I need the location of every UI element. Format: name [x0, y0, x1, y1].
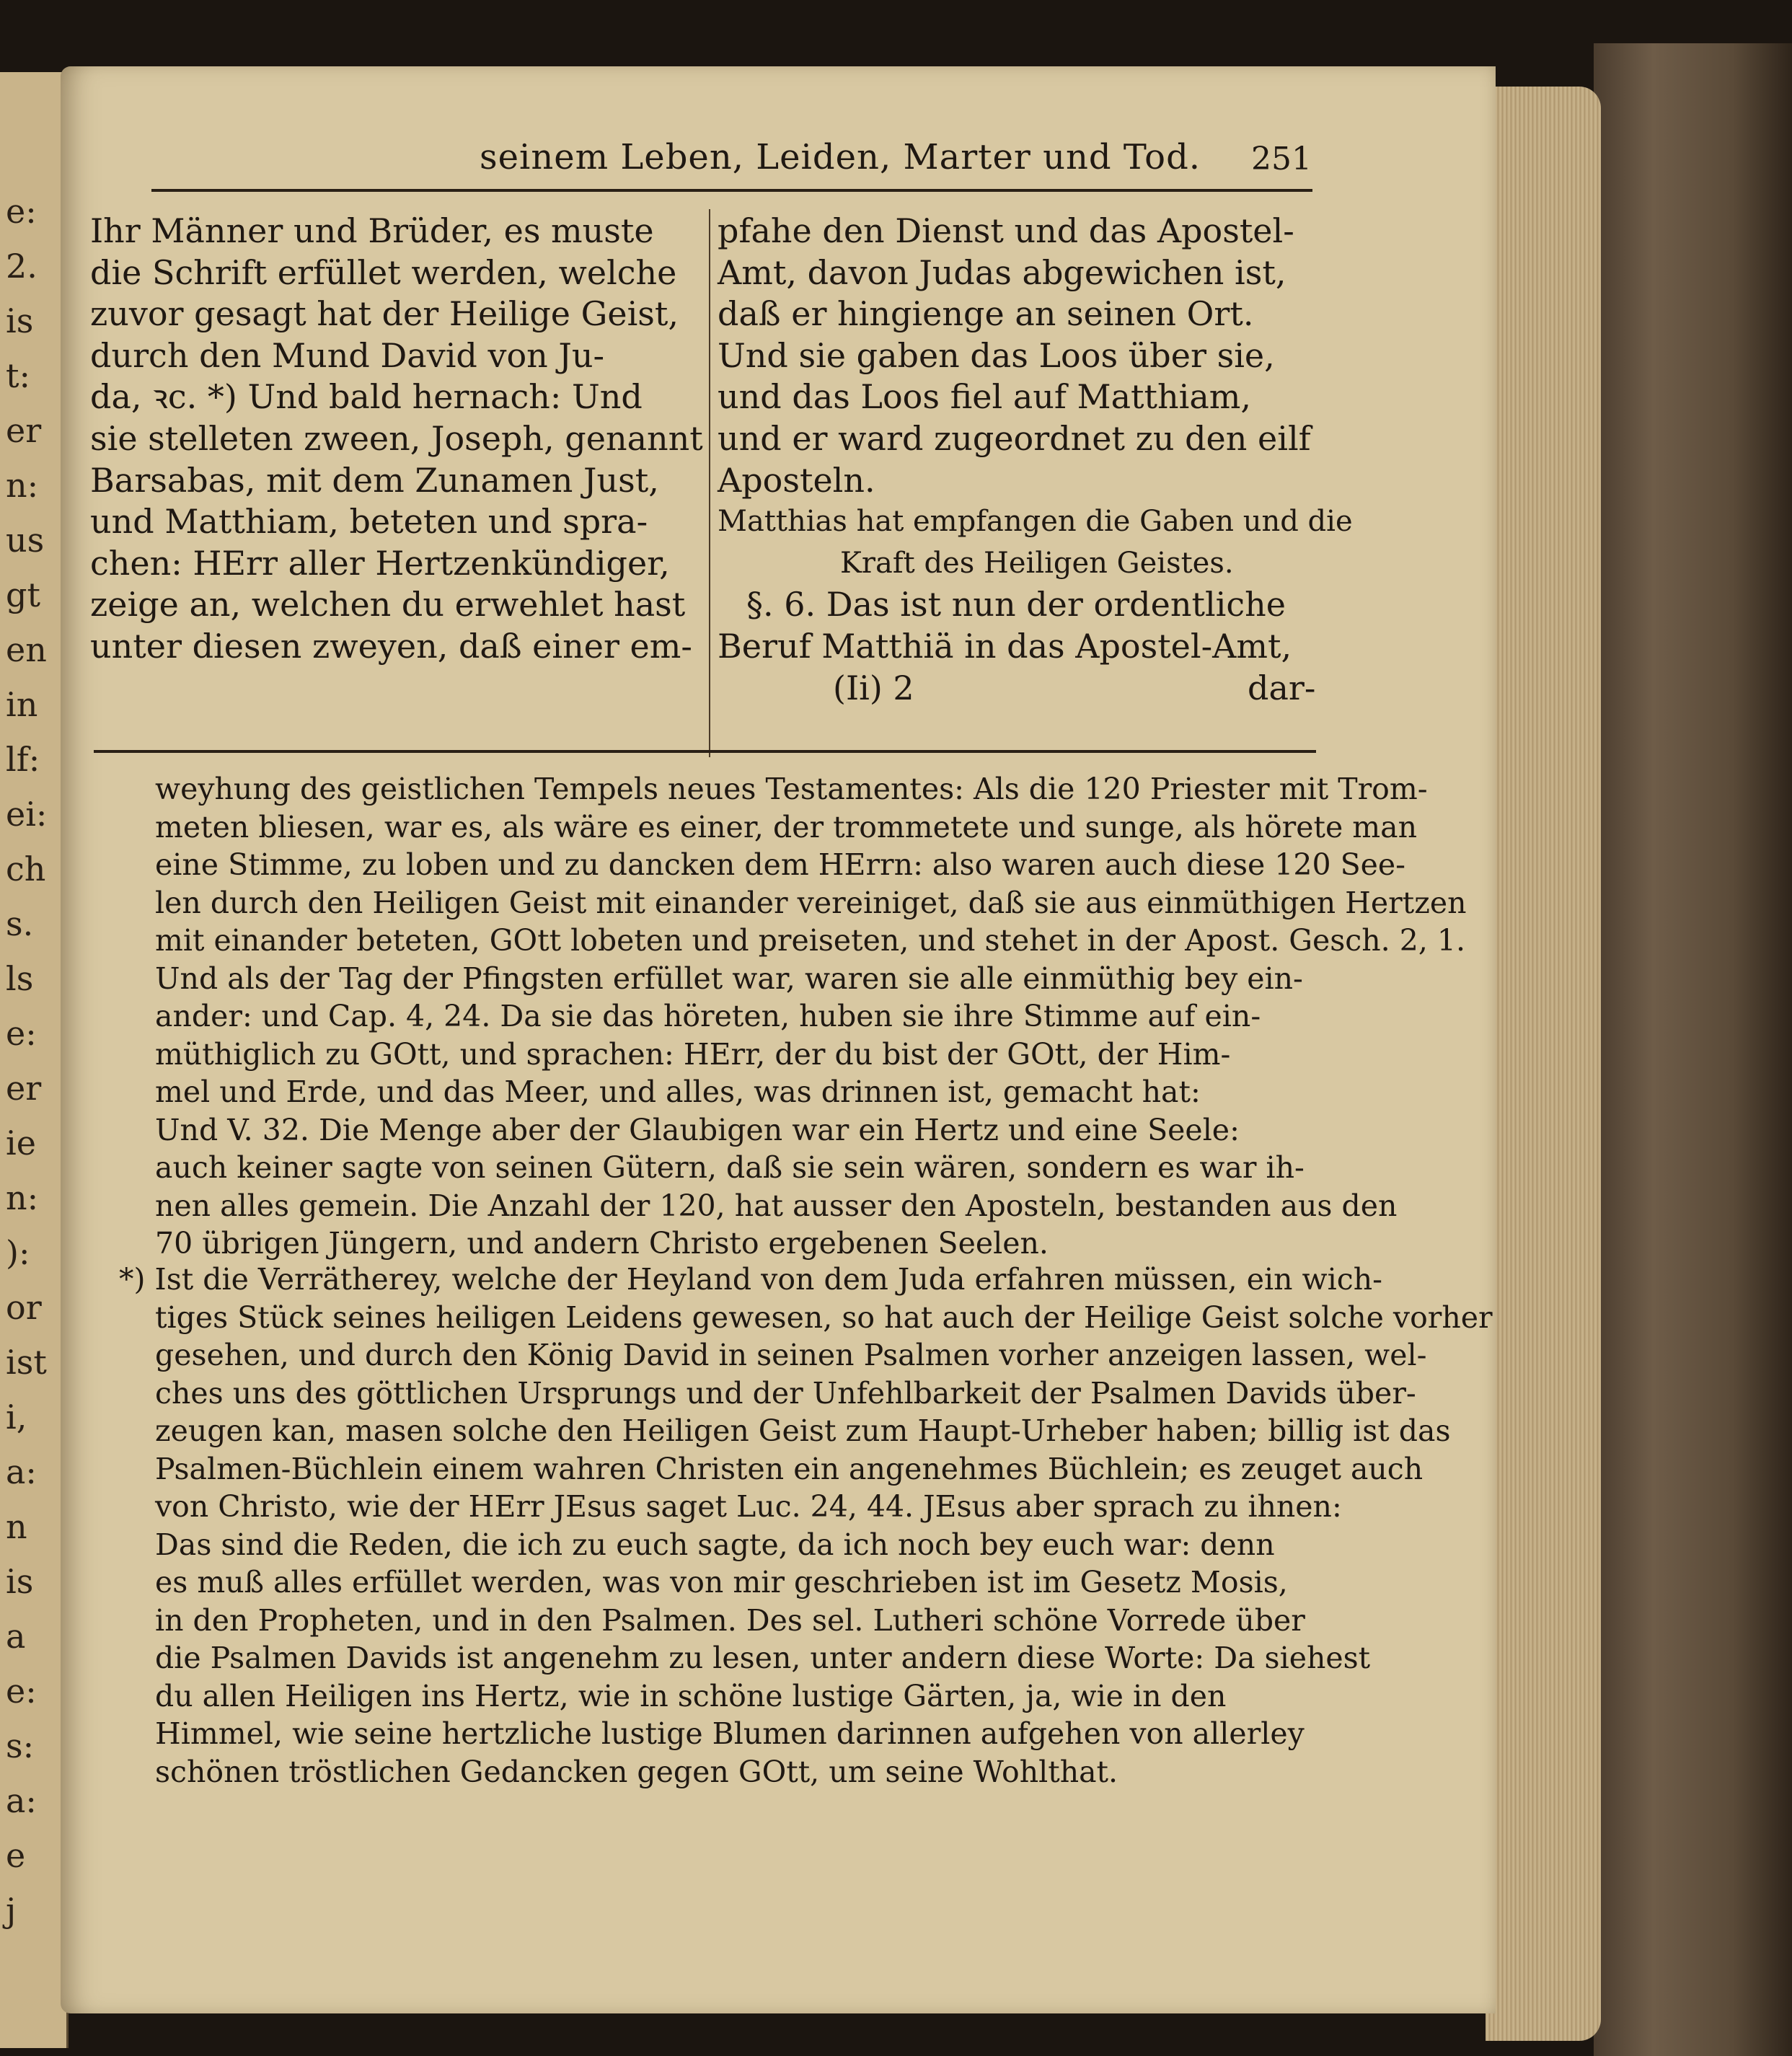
text-line: daß er hingienge an seinen Ort.: [718, 294, 1254, 334]
text-line: Ihr Männer und Brüder, es muste: [90, 211, 654, 250]
footnote-line: Und als der Tag der Pfingsten erfüllet war, waren sie alle einmüthig bey ein-: [155, 961, 1303, 996]
footnote-line: *) Ist die Verrätherey, welche der Heyland von dem Juda erfahren müssen, ein wich-: [119, 1262, 1382, 1297]
left-page-fragment: t:: [6, 356, 30, 395]
left-page-fragment: lf:: [6, 740, 40, 779]
footnote-line: gesehen, und durch den König David in seinen Psalmen vorher anzeigen lassen, wel-: [155, 1338, 1427, 1372]
left-page-fragment: ie: [6, 1124, 36, 1162]
footnote-line: schönen tröstlichen Gedancken gegen GOtt, um seine Wohlthat.: [155, 1754, 1118, 1789]
footnote-line: 70 übrigen Jüngern, und andern Christo ergebenen Seelen.: [155, 1226, 1049, 1261]
left-page-fragment: en: [6, 630, 47, 669]
left-page-fragment: in: [6, 685, 38, 724]
book-cover: [1594, 43, 1792, 2056]
text-line: sie stelleten zween, Joseph, genannt: [90, 418, 703, 458]
footnote-line: Psalmen-Büchlein einem wahren Christen ein angenehmes Büchlein; es zeuget auch: [155, 1451, 1424, 1486]
footnote-line: Das sind die Reden, die ich zu euch sagte, da ich noch bey euch war: denn: [155, 1527, 1275, 1562]
text-line: unter diesen zweyen, daß einer em-: [90, 626, 692, 666]
left-page-fragment: er: [6, 411, 42, 450]
text-line: zuvor gesagt hat der Heilige Geist,: [90, 294, 679, 334]
left-page-fragment: a:: [6, 1452, 37, 1491]
footnote-line: tiges Stück seines heiligen Leidens gewesen, so hat auch der Heilige Geist solche vorher: [155, 1300, 1493, 1335]
left-page-fragment: ei:: [6, 795, 48, 834]
footnote-line: ander: und Cap. 4, 24. Da sie das höreten, huben sie ihre Stimme auf ein-: [155, 999, 1261, 1033]
page-number: 251: [1251, 141, 1312, 177]
footnote-line: weyhung des geistlichen Tempels neues Testamentes: Als die 120 Priester mit Trom-: [155, 772, 1428, 806]
footnote-line: Und V. 32. Die Menge aber der Glaubigen war ein Hertz und eine Seele:: [155, 1112, 1240, 1147]
page-edges: [1486, 87, 1601, 2041]
text-line: pfahe den Dienst und das Apostel-: [718, 211, 1294, 250]
left-page-fragment: ist: [6, 1343, 47, 1382]
footnote-line: es muß alles erfüllet werden, was von mir geschrieben ist im Gesetz Mosis,: [155, 1565, 1288, 1600]
left-page-fragment: is: [6, 301, 34, 340]
footnote-line: nen alles gemein. Die Anzahl der 120, hat ausser den Aposteln, bestanden aus den: [155, 1188, 1398, 1223]
text-line: da, ꝛc. *) Und bald hernach: Und: [90, 377, 643, 417]
text-line: Barsabas, mit dem Zunamen Just,: [90, 460, 659, 500]
header-rule: [151, 189, 1312, 192]
caption-line: Kraft des Heiligen Geistes.: [840, 546, 1234, 580]
section-line: Beruf Matthiä in das Apostel-Amt,: [718, 626, 1292, 666]
left-page-fragment: gt: [6, 575, 40, 614]
left-page-fragment: er: [6, 1069, 42, 1108]
footnote-line: in den Propheten, und in den Psalmen. Des sel. Lutheri schöne Vorrede über: [155, 1602, 1305, 1638]
left-page-fragment: us: [6, 521, 45, 560]
footnote-line: die Psalmen Davids ist angenehm zu lesen, unter andern diese Worte: Da siehest: [155, 1641, 1371, 1675]
footnote-line: zeugen kan, masen solche den Heiligen Geist zum Haupt-Urheber haben; billig ist das: [155, 1413, 1451, 1448]
footnote-line: auch keiner sagte von seinen Gütern, daß sie sein wären, sondern es war ih-: [155, 1150, 1305, 1185]
left-page-fragment: or: [6, 1288, 42, 1327]
text-line: Und sie gaben das Loos über sie,: [718, 335, 1275, 375]
left-page-fragment: ch: [6, 850, 46, 888]
footnote-body: [155, 770, 1467, 1263]
footnote-line: len durch den Heiligen Geist mit einander vereiniget, daß sie aus einmüthigen Hertzen: [155, 885, 1467, 920]
footnote-line: mit einander beteten, GOtt lobeten und preiseten, und stehet in der Apost. Gesch. 2, 1.: [155, 923, 1466, 958]
text-line: und das Loos fiel auf Matthiam,: [718, 377, 1252, 417]
footnote-line: von Christo, wie der HErr JEsus saget Luc. 24, 44. JEsus aber sprach zu ihnen:: [155, 1489, 1342, 1524]
running-title: seinem Leben, Leiden, Marter und Tod.: [479, 137, 1201, 177]
column-left: [90, 211, 703, 668]
left-page-fragment: a:: [6, 1781, 37, 1820]
left-page-fragment: ):: [6, 1233, 30, 1272]
footnote-line: eine Stimme, zu loben und zu dancken dem HErrn: also waren auch diese 120 See-: [155, 847, 1406, 882]
footnote-line: mel und Erde, und das Meer, und alles, was drinnen ist, gemacht hat:: [155, 1075, 1201, 1109]
text-line: und er ward zugeordnet zu den eilf: [718, 418, 1311, 458]
text-line: durch den Mund David von Ju-: [90, 335, 605, 375]
footnote-line: du allen Heiligen ins Hertz, wie in schöne lustige Gärten, ja, wie in den: [155, 1678, 1227, 1713]
left-page-fragment: n:: [6, 1178, 39, 1217]
left-page-fragment: s.: [6, 904, 34, 943]
text-line: die Schrift erfüllet werden, welche: [90, 252, 677, 292]
text-line: Aposteln.: [718, 460, 875, 500]
text-line: und Matthiam, beteten und spra-: [90, 502, 648, 542]
footnote-line: Himmel, wie seine hertzliche lustige Blumen darinnen aufgehen von allerley: [155, 1716, 1305, 1751]
left-page-fragment: ls: [6, 959, 34, 998]
caption-line: Matthias hat empfangen die Gaben und die: [718, 505, 1353, 539]
footnote-rule: [94, 750, 1316, 753]
signature-mark: (Ii) 2: [833, 668, 914, 707]
left-page-fragment: e:: [6, 1672, 37, 1711]
left-page-fragment: e: [6, 1836, 26, 1875]
left-page-fragment: n:: [6, 466, 39, 505]
left-page-fragment: s:: [6, 1726, 35, 1765]
left-page-fragment: j: [6, 1891, 17, 1930]
text-line: zeige an, welchen du erwehlet hast: [90, 585, 686, 625]
left-page-fragment: a: [6, 1617, 26, 1656]
footnote-line: meten bliesen, war es, als wäre es einer, der trommetete und sunge, als hörete man: [155, 809, 1418, 844]
column-divider: [709, 209, 710, 757]
footnote-star: [119, 1261, 1493, 1791]
text-line: Amt, davon Judas abgewichen ist,: [718, 252, 1286, 292]
text-line: chen: HErr aller Hertzenkündiger,: [90, 543, 670, 583]
footnote-line: müthiglich zu GOtt, und sprachen: HErr, der du bist der GOtt, der Him-: [155, 1036, 1231, 1072]
catchword: dar-: [1248, 668, 1316, 707]
facing-page-left: [0, 72, 69, 2048]
left-page-fragment: e:: [6, 1014, 37, 1053]
left-page-fragment: e:: [6, 192, 37, 231]
column-right: [718, 211, 1353, 709]
left-page-fragment: is: [6, 1562, 34, 1601]
footnote-line: ches uns des göttlichen Ursprungs und der Unfehlbarkeit der Psalmen Davids über-: [155, 1375, 1416, 1411]
left-page-fragment: n: [6, 1507, 27, 1546]
left-page-fragment: 2.: [6, 247, 37, 286]
left-page-fragment: i,: [6, 1398, 27, 1437]
section-line: §. 6. Das ist nun der ordentliche: [746, 585, 1286, 625]
